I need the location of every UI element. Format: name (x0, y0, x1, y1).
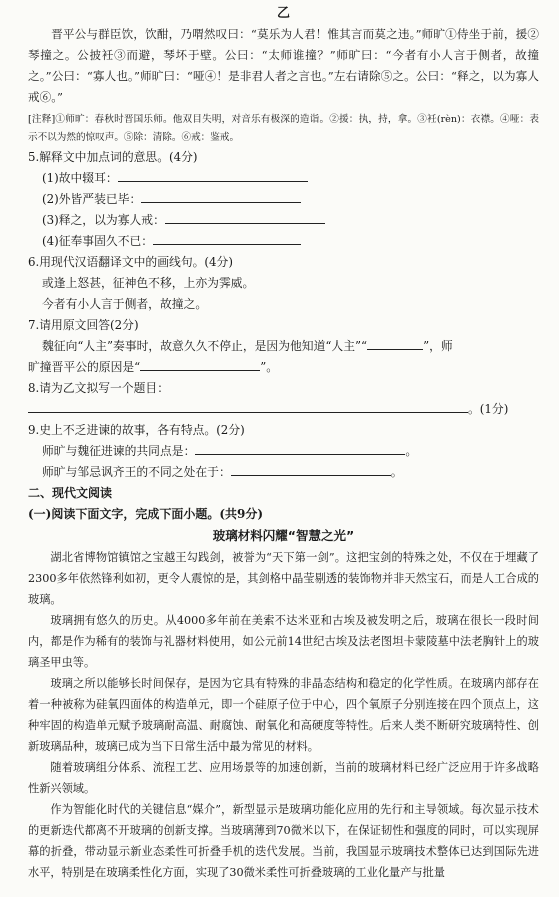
q9-line (28, 441, 539, 462)
answer-blank[interactable] (231, 462, 391, 476)
q5-item (28, 210, 539, 231)
q5-item-label: (2)外皆严装已毕： (42, 192, 142, 206)
period: 。 (405, 444, 418, 458)
question-6: 6.用现代汉语翻译文中的画线句。(4分) (28, 255, 233, 269)
classical-passage: 晋平公与群臣饮，饮酣，乃喟然叹曰：“莫乐为人君！惟其言而莫之违。”师旷①侍坐于前，援②琴撞之。公披衽③而避，琴坏于壁。公曰：“太师谁撞？”师旷曰：“今者有小人言于侧者，故撞之。”公曰：“寡人也。”师旷曰：“哑④！是非君人者之言也。”左右请除⑤之。公曰：“释之，以为寡人戒⑥。” (28, 27, 539, 104)
q9-line (28, 462, 539, 483)
section-subheading: (一)阅读下面文字，完成下面小题。(共9分) (28, 507, 264, 521)
q9-text: 师旷与邹忌讽齐王的不同之处在于： (42, 465, 231, 479)
passage-heading: 乙 (276, 6, 290, 21)
q5-item (28, 189, 539, 210)
answer-blank[interactable] (141, 189, 301, 203)
q5-item-label: (1)故中辍耳： (42, 171, 118, 185)
article-paragraph: 作为智能化时代的关键信息“媒介”，新型显示是玻璃功能化应用的先行和主导领域。每次显示技术的更新迭代都离不开玻璃的创新支撑。当玻璃薄到70微米以下，在保证韧性和强度的同时，可以实现屏幕的折叠，带动显示新业态柔性可折叠手机的迭代发展。当前，我国显示玻璃技术整体已达到国际先进水平，特别是在玻璃柔性化方面，实现了30微米柔性可折叠玻璃的工业化量产与批量 (28, 803, 539, 879)
q8-score: 。(1分) (468, 402, 509, 416)
article-paragraph: 玻璃之所以能够长时间保存，是因为它具有特殊的非晶态结构和稳定的化学性质。在玻璃内部存在着一种被称为硅氧四面体的构造单元，即一个硅原子位于中心，四个氧原子分别连接在四个顶点上，这种牢固的构造单元赋予玻璃耐高温、耐腐蚀、耐氧化和高硬度等特性。后来人类不断研究玻璃特性、创新玻璃品种，玻璃已成为当下日常生活中最为常见的材料。 (28, 677, 539, 753)
section-heading: 二、现代文阅读 (28, 486, 113, 500)
q5-item-label: (4)征奉事固久不已： (42, 234, 154, 248)
article-paragraph: 湖北省博物馆镇馆之宝越王勾践剑，被誉为“天下第一剑”。这把宝剑的特殊之处，不仅在于埋藏了2300多年依然锋利如初，更令人震惊的是，其剑格中晶莹剔透的装饰物并非天然宝石，而是人工合成的玻璃。 (28, 551, 539, 606)
annotation-note: [注释]①师旷：春秋时晋国乐师。他双目失明，对音乐有极深的造诣。②援：执，持，拿。③衽(rèn)：衣襟。④哑：表示不以为然的惊叹声。⑤除：清除。⑥戒：鉴戒。 (28, 114, 539, 143)
q5-item (28, 231, 539, 252)
q6-sentence: 今者有小人言于侧者，故撞之。 (42, 297, 208, 311)
q7-text: ”，师 (423, 339, 453, 353)
q7-line (28, 336, 539, 357)
question-9: 9.史上不乏进谏的故事，各有特点。(2分) (28, 423, 245, 437)
q7-text: 魏征向“人主”奏事时，故意久久不停止，是因为他知道“人主”“ (42, 339, 368, 353)
answer-blank[interactable] (195, 441, 405, 455)
article-paragraph: 玻璃拥有悠久的历史。从4000多年前在美索不达米亚和古埃及被发明之后，玻璃在很长一段时间内，都是作为稀有的装饰与礼器材料使用，如公元前14世纪古埃及法老图坦卡蒙陵墓中法老胸针上的玻璃圣甲虫等。 (28, 614, 539, 669)
q6-sentence: 或逢上怒甚，征神色不移，上亦为霁威。 (42, 276, 255, 290)
q9-text: 师旷与魏征进谏的共同点是： (42, 444, 196, 458)
q7-line (28, 357, 539, 378)
article-paragraph: 随着玻璃组分体系、流程工艺、应用场景等的加速创新，当前的玻璃材料已经广泛应用于许多战略性新兴领域。 (28, 761, 539, 795)
question-5: 5.解释文中加点词的意思。(4分) (28, 150, 198, 164)
answer-blank[interactable] (28, 399, 468, 413)
q7-text: ”。 (260, 360, 279, 374)
question-7: 7.请用原文回答(2分) (28, 318, 139, 332)
q7-text: 旷撞晋平公的原因是“ (28, 360, 141, 374)
question-8: 8.请为乙文拟写一个题目： (28, 381, 170, 395)
answer-blank[interactable] (118, 168, 308, 182)
answer-blank[interactable] (165, 210, 325, 224)
q5-item (28, 168, 539, 189)
q5-item-label: (3)释之，以为寡人戒： (42, 213, 165, 227)
period: 。 (390, 465, 403, 479)
answer-blank[interactable] (153, 231, 301, 245)
q8-line (28, 399, 539, 420)
article-title: 玻璃材料闪耀“智慧之光” (212, 528, 355, 543)
answer-blank[interactable] (367, 336, 423, 350)
answer-blank[interactable] (140, 357, 260, 371)
